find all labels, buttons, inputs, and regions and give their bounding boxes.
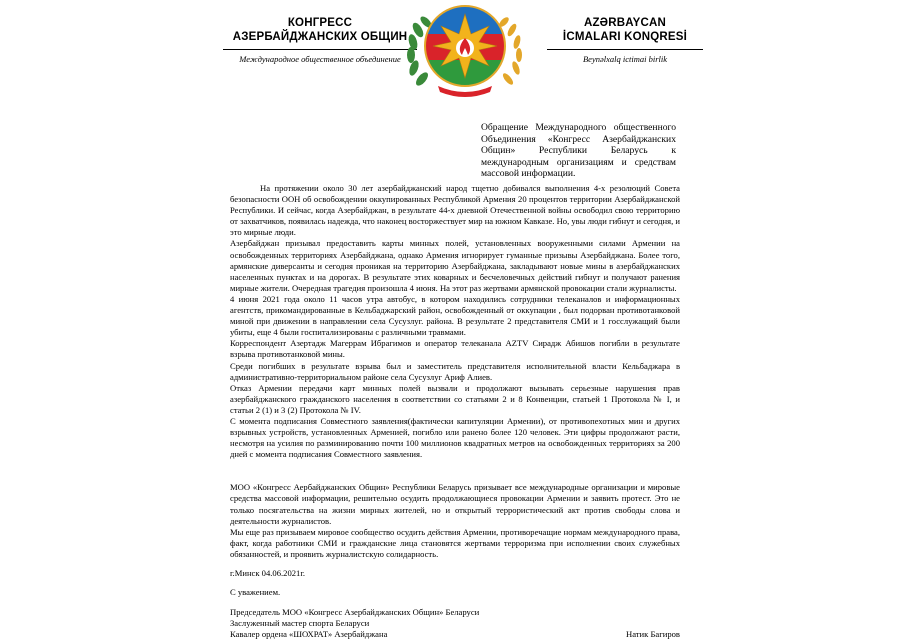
right-org-name bbox=[535, 16, 715, 44]
paragraph-1: На протяжении около 30 лет азербайджанский народ тщетно добивался выполнения 4-х резолюций Совета безопасности ООН об освобождении оккупированных Республикой Армения 20 процентов территории Азербайджанской Республики. И сейчас, когда Азербайджан, в результате 44-х дневной Отечественной войны освободил свою территорию от захватчиков, появилась надежда, что наконец восторжествует мир на южном Кавказе. Но, увы люди гибнут и сегодня, и это мирные люди. bbox=[230, 183, 680, 238]
paragraph-9: Мы еще раз призываем мировое сообщество осудить действия Армении, противоречащие нормам международного права, факт, когда работники СМИ и гражданские лица становятся жертвами терроризма при исполнении своих служебных обязанностей, и проявить журналистскую солидарность. bbox=[230, 526, 680, 559]
left-org-subtitle: Международное общественное объединение bbox=[239, 54, 401, 64]
right-org-line2: İCMALARI KONQRESİ bbox=[562, 31, 688, 43]
paragraph-5: Среди погибших в результате взрыва был и заместитель представителя исполнительной власти Кельбаджара в административно-территориальном районе села Сусузлуг Ариф Алиев. bbox=[230, 360, 680, 382]
right-header-rule bbox=[547, 49, 703, 50]
left-org-line2: АЗЕРБАЙДЖАНСКИХ ОБЩИН bbox=[232, 31, 408, 43]
right-org-line1: AZƏRBAYCAN bbox=[583, 17, 667, 29]
left-org-name bbox=[215, 16, 425, 44]
addressee-block: Обращение Международного общественного Объединения «Конгресс Азербайджанских Общин» Республики Беларусь к международным организациям и средствам массовой информации. bbox=[481, 122, 676, 180]
place-date: г.Минск 04.06.2021г. bbox=[230, 568, 306, 578]
regards: С уважением. bbox=[230, 587, 281, 598]
signer-name: Натик Багиров bbox=[625, 629, 680, 640]
signature-row bbox=[230, 629, 680, 640]
paragraph-7: С момента подписания Совместного заявления(фактически капитуляции Армении), от противопехотных мин и других взрывных устройств, установленных Арменией, погибло или ранено более 120 человек. Эти цифры продолжают расти, несмотря на усилия по разминированию почти 100 миллионов квадратных метров на освобожденных территориях за 200 дней с момента подписания Совместного заявления. bbox=[230, 415, 680, 460]
signature-line-2: Заслуженный мастер спорта Беларуси bbox=[230, 618, 370, 629]
header-left-block bbox=[215, 16, 425, 65]
signature-line-3: Кавалер ордена «ШОХРАТ» Азербайджана bbox=[230, 629, 388, 640]
left-org-line1: КОНГРЕСС bbox=[287, 17, 353, 29]
paragraph-4: Корреспондент Азертадж Магеррам Ибрагимов и оператор телеканала AZTV Сирадж Абишов погибли в результате взрыва противотанковой мины. bbox=[230, 338, 680, 360]
left-header-rule bbox=[223, 49, 417, 50]
signature-line-1: Председатель МОО «Конгресс Азербайджанских Общин» Беларуси bbox=[230, 607, 480, 618]
paragraph-6: Отказ Армении передачи карт минных полей вызвали и продолжают вызывать серьезные нарушения прав азербайджанского гражданского населения в соответствии со статьями 2 и 8 Конвенции, статьей 1 Протокола № I, и статьи 2 (1) и 3 (2) Протокола № IV. bbox=[230, 382, 680, 415]
header-right-block bbox=[535, 16, 715, 65]
paragraph-3: 4 июня 2021 года около 11 часов утра автобус, в котором находились сотрудники телеканалов и информационных агентств, прикомандированные в Кельбаджарский район, освобожденный от оккупации , был подорван противотанковой миной при движении в направлении села Сусузлуг. района. В результате 2 представителя СМИ и 1 госслужащий были убиты, еще 4 были госпитализированы с различными травмами. bbox=[230, 293, 680, 338]
letter-body bbox=[230, 183, 680, 640]
azerbaijan-emblem-icon bbox=[400, 0, 530, 100]
right-org-subtitle: Beynəlxalq ictimai birlik bbox=[582, 54, 668, 64]
signature-spacer bbox=[230, 598, 680, 607]
paragraph-2: Азербайджан призывал предоставить карты минных полей, установленных вооруженными силами Армении на освобожденных территориях Азербайджана, однако Армения игнорирует гуманные призывы Азербайджана. Более того, армянские диверсанты и сегодня проникая на территорию Азербайджана, закладывают новые мины в азербайджанских населенных пунктах и на дорогах. В результате этих коварных и бесчеловечных действий гибнут и получают ранения мирные жители. Очередная трагедия произошла 4 июня. На этот раз жертвами армянской провокации стали журналисты. bbox=[230, 238, 680, 293]
paragraph-8: МОО «Конгресс Аербайджанских Общин» Республики Беларусь призывает все международные организации и мировые средства массовой информации, решительно осудить продолжающиеся провокации Армении и заявить протест. Это не только посягательства на жизни мирных жителей, но и открытый террористический акт против свободы слова и деятельности журналистов. bbox=[230, 482, 680, 526]
